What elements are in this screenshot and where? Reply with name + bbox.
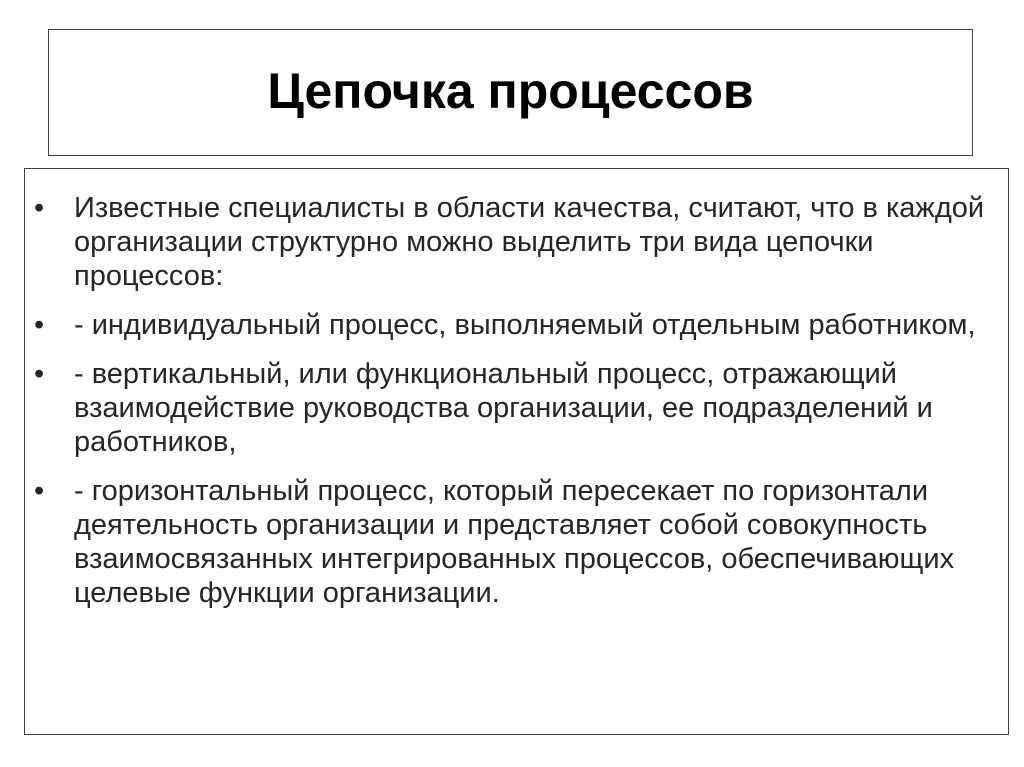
bullet-item-intro	[25, 191, 1010, 293]
bullet-item-vertical	[25, 357, 1010, 459]
bullet-text: - вертикальный, или функциональный процесс, отражающий взаимодействие руководства организации, ее подразделений и работников,	[74, 358, 933, 458]
bullet-text: - индивидуальный процесс, выполняемый отдельным работником,	[74, 309, 976, 341]
bullet-text: Известные специалисты в области качества, считают, что в каждой организации структурно можно выделить три вида цепочки процессов:	[74, 192, 985, 292]
bullet-marker: •	[34, 475, 45, 507]
title-frame	[48, 29, 973, 156]
bullet-list	[25, 191, 1010, 625]
bullet-text: - горизонтальный процесс, который пересекает по горизонтали деятельность организации и представляет собой совокупность взаимосвязанных интегрированных процессов, обеспечивающих целевые функции организации.	[74, 475, 955, 609]
bullet-marker: •	[34, 309, 45, 341]
bullet-item-individual	[25, 308, 1010, 342]
bullet-item-horizontal	[25, 474, 1010, 610]
bullet-marker: •	[34, 192, 45, 224]
content-frame	[24, 168, 1009, 735]
slide-title: Цепочка процессов	[267, 62, 754, 119]
bullet-marker: •	[34, 358, 45, 390]
